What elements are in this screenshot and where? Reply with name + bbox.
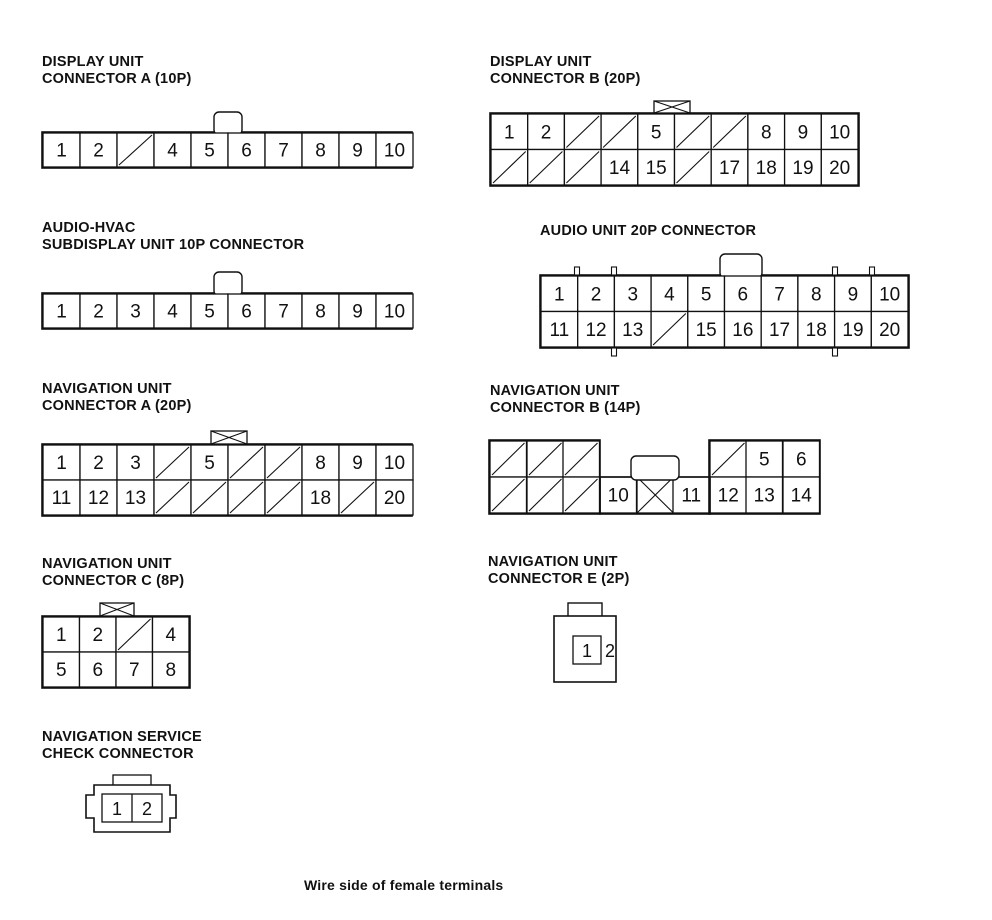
audio-hvac-subdisplay-connector [42, 272, 413, 329]
terminal-pin-number: 5 [204, 453, 215, 474]
terminal-pin-number: 4 [664, 284, 675, 306]
audio-unit-20p-connector [540, 254, 909, 356]
terminal-pin-number: 19 [792, 157, 814, 179]
title-line: CONNECTOR A (20P) [42, 398, 192, 414]
terminal-pin-number: 8 [315, 301, 326, 323]
terminal-pin-number: 2 [93, 453, 104, 474]
terminal-pin-number: 11 [549, 319, 570, 341]
guide-post [612, 348, 617, 356]
navigation-service-check-connector [86, 775, 176, 832]
terminal-pin-number: 10 [383, 453, 406, 474]
terminal-pin-number: 15 [645, 157, 667, 179]
terminal-pin-number: 7 [278, 301, 289, 323]
terminal-pin-number: 8 [760, 122, 772, 144]
terminal-pin-number: 6 [241, 140, 252, 162]
terminal-pin-number: 10 [383, 140, 406, 162]
terminal-pin-number: 8 [315, 453, 326, 474]
terminal-pin-number: 2 [590, 284, 602, 306]
terminal-pin-number: 3 [130, 301, 141, 323]
title-line: NAVIGATION SERVICE [42, 729, 202, 745]
terminal-pin-number: 6 [92, 660, 104, 681]
title-line: CONNECTOR A (10P) [42, 71, 192, 87]
title-line: NAVIGATION UNIT [42, 556, 172, 572]
guide-post [575, 267, 580, 275]
title-line: NAVIGATION UNIT [42, 381, 172, 397]
guide-post [833, 267, 838, 275]
terminal-pin-number: 1 [581, 641, 593, 661]
title-line: SUBDISPLAY UNIT 10P CONNECTOR [42, 237, 305, 253]
terminal-pin-number: 8 [810, 284, 822, 306]
terminal-pin-number: 5 [650, 122, 662, 144]
terminal-pin-number: 11 [51, 488, 72, 509]
terminal-pin-number: 10 [383, 301, 406, 323]
terminal-pin-number: 16 [732, 319, 754, 341]
terminal-pin-number: 20 [829, 157, 851, 179]
title-line: DISPLAY UNIT [490, 54, 592, 70]
navigation-unit-connector-b [489, 440, 820, 514]
terminal-pin-number: 1 [55, 625, 67, 646]
terminal-pin-number: 10 [879, 284, 901, 306]
navigation-unit-connector-e [554, 603, 616, 682]
terminal-pin-number: 5 [758, 449, 770, 471]
navigation-unit-connector-c [42, 603, 190, 688]
terminal-pin-number: 9 [797, 122, 809, 144]
terminal-pin-number: 7 [128, 660, 140, 681]
terminal-pin-number: 18 [309, 488, 332, 509]
terminal-pin-number: 10 [607, 485, 629, 507]
terminal-pin-number: 5 [204, 140, 215, 162]
terminal-pin-number: 3 [130, 453, 141, 474]
terminal-pin-number: 17 [768, 319, 791, 341]
locking-tab [214, 112, 242, 135]
terminal-pin-number: 20 [879, 319, 901, 341]
navigation-unit-connector-a [42, 431, 413, 516]
locking-tab [720, 254, 762, 278]
terminal-pin-number: 12 [585, 319, 607, 341]
terminal-pin-number: 2 [92, 625, 104, 646]
terminal-pin-number: 2 [540, 122, 552, 144]
terminal-pin-number: 2 [604, 641, 616, 661]
terminal-pin-number: 1 [554, 284, 565, 306]
terminal-pin-number: 9 [352, 140, 363, 162]
display-unit-connector-b [490, 101, 859, 186]
terminal-pin-number: 13 [753, 485, 775, 507]
terminal-pin-number: 8 [315, 140, 326, 162]
wire-side-caption: Wire side of female terminals [304, 877, 504, 893]
terminal-pin-number: 6 [241, 301, 252, 323]
terminal-pin-number: 9 [352, 453, 363, 474]
terminal-pin-number: 4 [165, 625, 177, 646]
title-line: DISPLAY UNIT [42, 54, 144, 70]
terminal-pin-number: 10 [829, 122, 851, 144]
terminal-pin-number: 4 [167, 140, 178, 162]
title-line: CONNECTOR B (14P) [490, 400, 641, 416]
terminal-pin-number: 3 [627, 284, 639, 306]
terminal-pin-number: 1 [56, 140, 67, 162]
locking-tab [214, 272, 242, 296]
locking-tab [568, 603, 602, 617]
terminal-pin-number: 11 [681, 485, 702, 507]
terminal-pin-number: 2 [141, 799, 153, 819]
terminal-pin-number: 15 [695, 319, 717, 341]
terminal-pin-number: 7 [278, 140, 289, 162]
terminal-pin-number: 8 [165, 660, 177, 681]
terminal-pin-number: 2 [93, 301, 104, 323]
terminal-pin-number: 7 [774, 284, 785, 306]
title-line: NAVIGATION UNIT [488, 554, 618, 570]
terminal-pin-number: 6 [737, 284, 749, 306]
terminal-pin-number: 5 [55, 660, 67, 681]
title-line: CONNECTOR C (8P) [42, 573, 185, 589]
display-unit-connector-a [42, 112, 413, 168]
title-line: AUDIO UNIT 20P CONNECTOR [540, 223, 757, 239]
title-line: CONNECTOR B (20P) [490, 71, 641, 87]
title-line: CONNECTOR E (2P) [488, 571, 630, 587]
terminal-pin-number: 1 [56, 301, 67, 323]
terminal-pin-number: 5 [700, 284, 712, 306]
terminal-pin-number: 18 [755, 157, 777, 179]
guide-post [612, 267, 617, 275]
terminal-pin-number: 18 [805, 319, 827, 341]
terminal-pin-number: 20 [383, 488, 406, 509]
terminal-pin-number: 1 [504, 122, 515, 144]
terminal-pin-number: 5 [204, 301, 215, 323]
guide-post [870, 267, 875, 275]
terminal-pin-number: 12 [87, 488, 110, 509]
terminal-pin-number: 9 [352, 301, 363, 323]
locking-tab [631, 456, 679, 480]
terminal-pin-number: 1 [111, 799, 123, 819]
terminal-pin-number: 19 [842, 319, 864, 341]
terminal-pin-number: 14 [790, 485, 812, 507]
terminal-pin-number: 17 [718, 157, 741, 179]
terminal-pin-number: 4 [167, 301, 178, 323]
terminal-pin-number: 2 [93, 140, 104, 162]
terminal-pin-number: 9 [847, 284, 859, 306]
guide-post [833, 348, 838, 356]
title-line: AUDIO-HVAC [42, 220, 136, 236]
terminal-pin-number: 12 [717, 485, 739, 507]
title-line: CHECK CONNECTOR [42, 746, 194, 762]
terminal-pin-number: 13 [124, 488, 147, 509]
terminal-pin-number: 6 [795, 449, 807, 471]
terminal-pin-number: 13 [622, 319, 644, 341]
terminal-pin-number: 1 [56, 453, 67, 474]
terminal-pin-number: 14 [608, 157, 631, 179]
title-line: NAVIGATION UNIT [490, 383, 620, 399]
